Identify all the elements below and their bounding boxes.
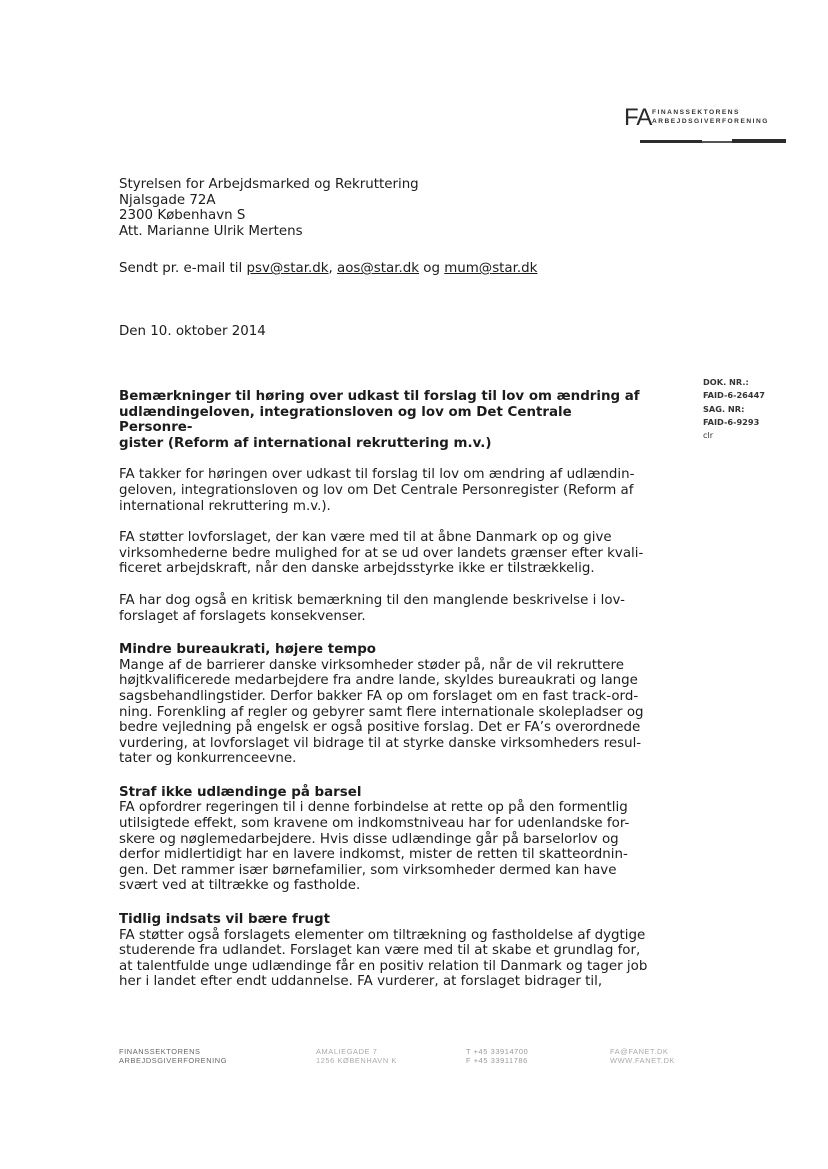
address-line: Styrelsen for Arbejdsmarked og Rekruttering bbox=[119, 177, 419, 192]
letter-title bbox=[119, 389, 649, 451]
text-line: derfor midlertidigt har en lavere indkomst, mister de retten til skatteordnin- bbox=[119, 847, 628, 863]
text-line: utilsigtede effekt, som kravene om indkomstniveau har for udenlandske for- bbox=[119, 816, 630, 832]
paragraph-thanks bbox=[119, 467, 649, 514]
text-line: Mange af de barrierer danske virksomheder støder på, når de vil rekruttere bbox=[119, 657, 624, 673]
text-line: FA støtter lovforslaget, der kan være med til at åbne Danmark op og give bbox=[119, 530, 612, 546]
address-line: Njalsgade 72A bbox=[119, 192, 216, 208]
letter-date: Den 10. oktober 2014 bbox=[119, 324, 266, 339]
text-line: sagsbehandlingstider. Derfor bakker FA op om forslaget om en fast track-ord- bbox=[119, 688, 639, 704]
section-heading: Tidlig indsats vil bære frugt bbox=[119, 912, 330, 928]
footer-line: T +45 33914700 bbox=[466, 1047, 529, 1056]
footer-line: 1256 KØBENHAVN K bbox=[316, 1056, 397, 1066]
text-line: FA opfordrer regeringen til i denne forbindelse at rette op på den formentlig bbox=[119, 800, 628, 816]
footer-email: FA@FANET.DK bbox=[610, 1047, 669, 1056]
section-text bbox=[119, 658, 649, 767]
text-line: studerende fra udlandet. Forslaget kan være med til at skabe et grundlag for, bbox=[119, 943, 641, 959]
footer-organization bbox=[119, 1047, 227, 1066]
doc-number-value: FAID-6-26447 bbox=[703, 390, 765, 401]
section-heading: Mindre bureaukrati, højere tempo bbox=[119, 642, 377, 658]
doc-number-label: DOK. NR.: bbox=[703, 377, 749, 387]
text-line: virksomhederne bedre mulighed for at se ud over landets grænser efter kvali- bbox=[119, 545, 644, 561]
footer-line: FINANSSEKTORENS bbox=[119, 1047, 201, 1056]
sent-separator: og bbox=[419, 261, 445, 276]
email-link-aos[interactable]: aos@star.dk bbox=[337, 261, 420, 276]
email-link-psv[interactable]: psv@star.dk bbox=[246, 261, 329, 276]
case-number-label: SAG. NR: bbox=[703, 403, 745, 414]
text-line: at talentfulde unge udlændinge får en positiv relation til Danmark og tager job bbox=[119, 958, 648, 974]
text-line: tater og konkurrenceevne. bbox=[119, 751, 297, 767]
text-line: ficeret arbejdskraft, når den danske arbejdsstyrke ikke er tilstrækkelig. bbox=[119, 561, 595, 577]
title-line: udlændingeloven, integrationsloven og lov om Det Centrale Personre- bbox=[119, 404, 572, 436]
paragraph-support bbox=[119, 530, 649, 577]
section-heading: Straf ikke udlændinge på barsel bbox=[119, 784, 362, 800]
text-line: ning. Forenkling af regler og gebyrer samt flere internationale skolepladser og bbox=[119, 704, 644, 720]
logo-bar-graphic bbox=[640, 139, 786, 144]
footer-line: F +45 33911786 bbox=[466, 1056, 528, 1066]
text-line: svært ved at tiltrække og fastholde. bbox=[119, 878, 361, 894]
section-text bbox=[119, 800, 649, 894]
email-link-mum[interactable]: mum@star.dk bbox=[444, 261, 538, 276]
text-line: bedre vejledning på engelsk er også positive forslag. Det er FA’s overordnede bbox=[119, 720, 641, 736]
logo-line-2: ARBEJDSGIVERFORENING bbox=[652, 118, 769, 125]
text-line: skere og nøglemedarbejdere. Hvis disse udlændinge går på barselorlov og bbox=[119, 831, 619, 847]
text-line: geloven, integrationsloven og lov om Det Centrale Personregister (Reform af bbox=[119, 482, 634, 498]
fa-logo bbox=[624, 106, 784, 148]
text-line: her i landet efter endt uddannelse. FA vurderer, at forslaget bidrager til, bbox=[119, 974, 603, 990]
title-line: gister (Reform af international rekruttering m.v.) bbox=[119, 435, 492, 451]
address-line: 2300 København S bbox=[119, 208, 246, 224]
initials: clr bbox=[703, 430, 714, 441]
footer-line: ARBEJDSGIVERFORENING bbox=[119, 1056, 228, 1066]
text-line: vurdering, at lovforslaget vil bidrage til at styrke danske virksomheders resul- bbox=[119, 735, 642, 751]
text-line: FA takker for høringen over udkast til forslag til lov om ændring af udlændin- bbox=[119, 467, 635, 483]
sent-line bbox=[119, 261, 537, 277]
sent-separator: , bbox=[328, 261, 338, 276]
section-text bbox=[119, 928, 649, 990]
address-line: Att. Marianne Ulrik Mertens bbox=[119, 223, 303, 239]
text-line: højtkvalificerede medarbejdere fra andre lande, skyldes bureaukrati og lange bbox=[119, 673, 638, 689]
text-line: gen. Det rammer især børnefamilier, som virksomheder dermed kan have bbox=[119, 862, 617, 878]
logo-line-1: FINANSSEKTORENS bbox=[652, 109, 740, 116]
text-line: FA støtter også forslagets elementer om tiltrækning og fastholdelse af dygtige bbox=[119, 927, 646, 943]
title-line: Bemærkninger til høring over udkast til forslag til lov om ændring af bbox=[119, 389, 640, 404]
letter-body bbox=[119, 389, 649, 990]
text-line: forslaget af forslagets konsekvenser. bbox=[119, 608, 366, 624]
footer-address bbox=[316, 1047, 397, 1066]
text-line: FA har dog også en kritisk bemærkning til den manglende beskrivelse i lov- bbox=[119, 592, 625, 608]
logo-mark: FA bbox=[624, 104, 652, 131]
document-meta bbox=[703, 376, 765, 442]
case-number-value: FAID-6-9293 bbox=[703, 416, 760, 427]
footer-phone bbox=[466, 1047, 528, 1066]
footer-website: WWW.FANET.DK bbox=[610, 1056, 676, 1066]
footer-line: AMALIEGADE 7 bbox=[316, 1047, 378, 1056]
footer-web bbox=[610, 1047, 675, 1066]
paragraph-critique bbox=[119, 593, 649, 624]
text-line: international rekruttering m.v.). bbox=[119, 498, 331, 514]
recipient-address bbox=[119, 177, 419, 239]
sent-prefix: Sendt pr. e-mail til bbox=[119, 261, 247, 276]
